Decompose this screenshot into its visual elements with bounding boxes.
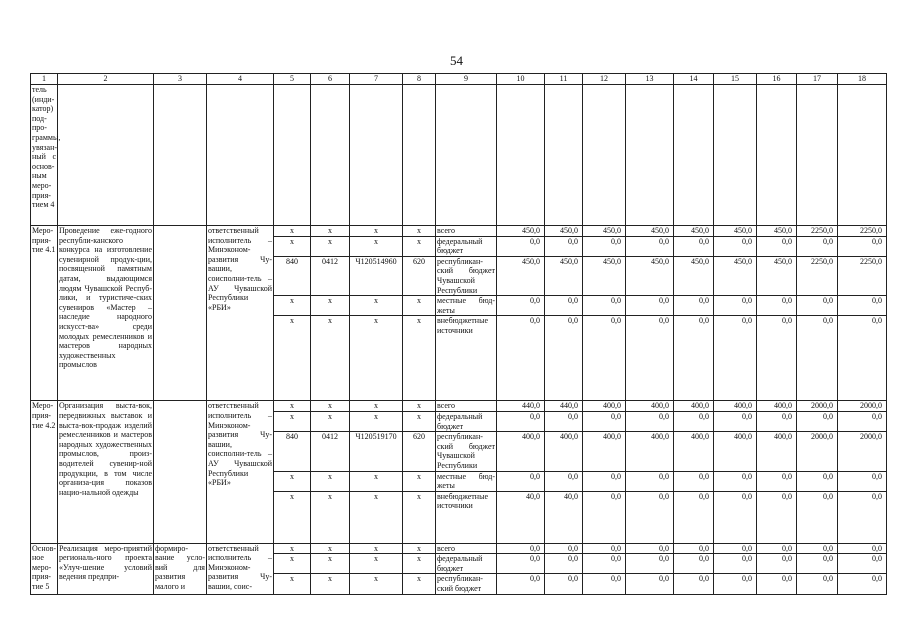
budget-code-cell: 620 <box>403 256 436 295</box>
amount-cell: 0,0 <box>674 491 714 543</box>
budget-code-cell: 0412 <box>311 256 350 295</box>
amount-cell: 0,0 <box>757 316 797 401</box>
amount-cell: 2000,0 <box>797 432 838 471</box>
header-cell: 9 <box>436 74 497 85</box>
budget-code-cell: x <box>311 491 350 543</box>
amount-cell: 0,0 <box>545 554 583 574</box>
amount-cell: 400,0 <box>583 401 626 412</box>
executor-cell: ответственный исполнитель – Минэконом-развития Чу-вашии, соис- <box>207 543 274 594</box>
budget-code-cell: Ч120514960 <box>350 256 403 295</box>
amount-cell: 450,0 <box>674 226 714 237</box>
amount-cell: 40,0 <box>497 491 545 543</box>
table-body <box>31 74 887 595</box>
goal-cell <box>154 226 207 401</box>
amount-cell: 0,0 <box>497 543 545 554</box>
budget-code-cell: x <box>350 491 403 543</box>
amount-cell: 0,0 <box>626 471 674 491</box>
budget-code-cell: x <box>403 554 436 574</box>
amount-cell: 0,0 <box>626 316 674 401</box>
amount-cell: 0,0 <box>714 411 757 431</box>
amount-cell: 2000,0 <box>838 432 887 471</box>
amount-cell: 400,0 <box>757 432 797 471</box>
budget-code-cell: x <box>350 574 403 594</box>
budget-code-cell: x <box>350 226 403 237</box>
amount-cell: 2250,0 <box>838 256 887 295</box>
amount-cell: 2250,0 <box>838 226 887 237</box>
amount-cell: 0,0 <box>674 296 714 316</box>
event-description-cell: Проведение еже-годного республи-канского конкурса на изготовление сувенирной продук-ции, посвященной памятным датам, выдающимся людям Чувашской Респуб-лики, и туристиче-ских сувениров «Мастер – наследие народного искусст-ва» среди молодых ремесленников и мастеров народных художественных промыслов <box>58 226 154 401</box>
table-row <box>31 401 887 412</box>
budget-code-cell: x <box>350 471 403 491</box>
budget-code-cell: x <box>403 296 436 316</box>
budget-code-cell: x <box>350 554 403 574</box>
budget-code-cell: x <box>274 236 311 256</box>
table-row <box>31 85 887 226</box>
amount-cell: 0,0 <box>545 411 583 431</box>
amount-cell: 450,0 <box>757 256 797 295</box>
amount-cell: 0,0 <box>497 411 545 431</box>
budget-code-cell: x <box>403 316 436 401</box>
amount-cell: 0,0 <box>714 471 757 491</box>
event-label-cell: Меро-прия-тие 4.2 <box>31 401 58 543</box>
budget-code-cell: x <box>311 411 350 431</box>
amount-cell: 0,0 <box>626 236 674 256</box>
budget-code-cell: x <box>350 401 403 412</box>
amount-cell: 0,0 <box>545 471 583 491</box>
funding-source-cell: всего <box>436 543 497 554</box>
amount-cell: 0,0 <box>838 554 887 574</box>
goal-cell: формиро-вание усло-вий для развития малого и <box>154 543 207 594</box>
event-label-cell: Меро-прия-тие 4.1 <box>31 226 58 401</box>
budget-code-cell: x <box>311 554 350 574</box>
header-cell: 13 <box>626 74 674 85</box>
amount-cell: 400,0 <box>626 401 674 412</box>
page-number: 54 <box>450 53 463 68</box>
budget-code-cell: Ч120519170 <box>350 432 403 471</box>
amount-cell: 400,0 <box>714 401 757 412</box>
amount-cell: 0,0 <box>757 491 797 543</box>
amount-cell: 400,0 <box>626 432 674 471</box>
funding-source-cell: федеральный бюджет <box>436 554 497 574</box>
amount-cell: 0,0 <box>797 236 838 256</box>
amount-cell: 0,0 <box>838 471 887 491</box>
budget-code-cell: x <box>403 471 436 491</box>
amount-cell: 0,0 <box>797 296 838 316</box>
amount-cell: 0,0 <box>545 316 583 401</box>
amount-cell: 0,0 <box>757 574 797 594</box>
budget-code-cell: x <box>311 296 350 316</box>
budget-code-cell: x <box>311 471 350 491</box>
amount-cell: 0,0 <box>838 491 887 543</box>
budget-code-cell: x <box>350 296 403 316</box>
amount-cell: 0,0 <box>714 554 757 574</box>
amount-cell: 450,0 <box>674 256 714 295</box>
budget-code-cell: x <box>403 236 436 256</box>
event-description-cell: Организация выста-вок, передвижных выставок и выста-вок-продаж изделий ремесленников и мастеров народных художественных промыслов, произ-водителей сувенир-ной продукции, в том числе организа-ция показов нацио-нальной одежды <box>58 401 154 543</box>
indicator-cell: тель (инди-катор) под-про-граммы, увязан-ный с основ-ным меро-прия-тием 4 <box>31 85 58 226</box>
header-cell: 11 <box>545 74 583 85</box>
amount-cell: 400,0 <box>583 432 626 471</box>
amount-cell: 440,0 <box>497 401 545 412</box>
event-label-cell: Основ-ное меро-прия-тие 5 <box>31 543 58 594</box>
amount-cell: 2250,0 <box>797 256 838 295</box>
amount-cell: 0,0 <box>497 296 545 316</box>
header-cell: 12 <box>583 74 626 85</box>
amount-cell: 0,0 <box>674 543 714 554</box>
amount-cell: 400,0 <box>757 401 797 412</box>
budget-code-cell: x <box>274 226 311 237</box>
amount-cell: 0,0 <box>583 574 626 594</box>
budget-code-cell: x <box>311 574 350 594</box>
budget-code-cell: x <box>274 411 311 431</box>
budget-code-cell: x <box>274 296 311 316</box>
amount-cell: 0,0 <box>626 411 674 431</box>
amount-cell: 0,0 <box>674 316 714 401</box>
amount-cell: 0,0 <box>838 236 887 256</box>
amount-cell: 0,0 <box>838 316 887 401</box>
header-cell: 6 <box>311 74 350 85</box>
amount-cell: 0,0 <box>757 236 797 256</box>
amount-cell: 0,0 <box>626 296 674 316</box>
amount-cell: 400,0 <box>497 432 545 471</box>
amount-cell: 0,0 <box>545 296 583 316</box>
header-cell: 7 <box>350 74 403 85</box>
budget-code-cell: x <box>311 543 350 554</box>
funding-source-cell: всего <box>436 401 497 412</box>
header-cell: 8 <box>403 74 436 85</box>
amount-cell: 0,0 <box>757 471 797 491</box>
header-cell: 4 <box>207 74 274 85</box>
budget-code-cell: 0412 <box>311 432 350 471</box>
amount-cell: 40,0 <box>545 491 583 543</box>
funding-source-cell: федеральный бюджет <box>436 236 497 256</box>
budget-code-cell: x <box>403 401 436 412</box>
budget-code-cell: x <box>403 543 436 554</box>
executor-cell: ответственный исполнитель – Минэконом-развития Чу-вашии, соисполни-тель – АУ Чувашской Республики «РБИ» <box>207 401 274 543</box>
table-row <box>31 226 887 237</box>
budget-code-cell: x <box>274 554 311 574</box>
funding-source-cell: федеральный бюджет <box>436 411 497 431</box>
funding-source-cell: местные бюд-жеты <box>437 296 495 315</box>
budget-code-cell: x <box>274 574 311 594</box>
amount-cell: 0,0 <box>626 574 674 594</box>
budget-code-cell: x <box>403 574 436 594</box>
amount-cell: 0,0 <box>497 574 545 594</box>
funding-source-cell: республикан-ский бюджет Чувашской Республики <box>437 256 495 295</box>
program-table <box>30 73 887 595</box>
budget-code-cell: x <box>403 226 436 237</box>
header-cell: 17 <box>797 74 838 85</box>
budget-code-cell: x <box>311 236 350 256</box>
amount-cell: 0,0 <box>714 316 757 401</box>
amount-cell: 0,0 <box>545 574 583 594</box>
amount-cell: 0,0 <box>497 471 545 491</box>
amount-cell: 2000,0 <box>797 401 838 412</box>
amount-cell: 0,0 <box>797 471 838 491</box>
amount-cell: 0,0 <box>714 236 757 256</box>
amount-cell: 0,0 <box>583 554 626 574</box>
budget-code-cell: x <box>274 401 311 412</box>
amount-cell: 0,0 <box>583 411 626 431</box>
amount-cell: 450,0 <box>626 256 674 295</box>
budget-code-cell: x <box>311 401 350 412</box>
funding-source-cell: республикан-ский бюджет Чувашской Республики <box>437 432 495 470</box>
amount-cell: 0,0 <box>497 316 545 401</box>
amount-cell: 0,0 <box>757 411 797 431</box>
amount-cell: 0,0 <box>757 296 797 316</box>
amount-cell: 0,0 <box>674 554 714 574</box>
amount-cell: 0,0 <box>797 574 838 594</box>
header-cell: 2 <box>58 74 154 85</box>
amount-cell: 0,0 <box>838 296 887 316</box>
budget-code-cell: x <box>274 471 311 491</box>
amount-cell: 0,0 <box>583 471 626 491</box>
funding-source-cell: республикан-ский бюджет <box>436 574 497 594</box>
budget-code-cell: x <box>350 543 403 554</box>
amount-cell: 0,0 <box>626 554 674 574</box>
amount-cell: 0,0 <box>714 491 757 543</box>
header-cell: 18 <box>838 74 887 85</box>
amount-cell: 0,0 <box>583 316 626 401</box>
amount-cell: 0,0 <box>545 236 583 256</box>
amount-cell: 0,0 <box>714 543 757 554</box>
amount-cell: 0,0 <box>797 491 838 543</box>
amount-cell: 0,0 <box>838 574 887 594</box>
amount-cell: 450,0 <box>583 226 626 237</box>
header-cell: 5 <box>274 74 311 85</box>
amount-cell: 450,0 <box>497 226 545 237</box>
amount-cell: 450,0 <box>757 226 797 237</box>
budget-code-cell: x <box>274 316 311 401</box>
header-cell: 15 <box>714 74 757 85</box>
budget-code-cell: x <box>311 226 350 237</box>
amount-cell: 0,0 <box>757 554 797 574</box>
header-cell: 3 <box>154 74 207 85</box>
budget-code-cell: x <box>350 411 403 431</box>
budget-code-cell: 620 <box>403 432 436 471</box>
funding-source-cell: всего <box>436 226 497 237</box>
amount-cell: 400,0 <box>714 432 757 471</box>
amount-cell: 0,0 <box>797 543 838 554</box>
budget-code-cell: x <box>350 236 403 256</box>
budget-code-cell: x <box>311 316 350 401</box>
amount-cell: 0,0 <box>674 236 714 256</box>
amount-cell: 0,0 <box>674 471 714 491</box>
header-cell: 16 <box>757 74 797 85</box>
amount-cell: 0,0 <box>714 574 757 594</box>
executor-cell: ответственный исполнитель – Минэконом-развития Чу-вашии, соисполни-тель – АУ Чувашской Республики «РБИ» <box>207 226 274 401</box>
header-row <box>31 74 887 85</box>
amount-cell: 0,0 <box>714 296 757 316</box>
funding-source-cell: внебюджетные источники <box>436 491 497 543</box>
amount-cell: 0,0 <box>797 411 838 431</box>
amount-cell: 450,0 <box>626 226 674 237</box>
amount-cell: 0,0 <box>674 411 714 431</box>
amount-cell: 400,0 <box>674 432 714 471</box>
budget-code-cell: x <box>403 411 436 431</box>
event-description-cell: Реализация меро-приятий региональ-ного проекта «Улуч-шение условий ведения предпри- <box>58 543 154 594</box>
amount-cell: 440,0 <box>545 401 583 412</box>
header-cell: 1 <box>31 74 58 85</box>
amount-cell: 450,0 <box>545 256 583 295</box>
amount-cell: 0,0 <box>497 236 545 256</box>
header-cell: 14 <box>674 74 714 85</box>
amount-cell: 0,0 <box>497 554 545 574</box>
amount-cell: 450,0 <box>497 256 545 295</box>
amount-cell: 0,0 <box>583 296 626 316</box>
amount-cell: 0,0 <box>583 491 626 543</box>
budget-code-cell: x <box>274 491 311 543</box>
amount-cell: 0,0 <box>626 491 674 543</box>
amount-cell: 0,0 <box>545 543 583 554</box>
amount-cell: 0,0 <box>674 574 714 594</box>
amount-cell: 450,0 <box>583 256 626 295</box>
amount-cell: 450,0 <box>545 226 583 237</box>
amount-cell: 0,0 <box>838 543 887 554</box>
amount-cell: 0,0 <box>583 236 626 256</box>
amount-cell: 0,0 <box>797 316 838 401</box>
funding-source-cell: внебюджетные источники <box>436 316 497 401</box>
amount-cell: 400,0 <box>674 401 714 412</box>
budget-code-cell: x <box>350 316 403 401</box>
amount-cell: 0,0 <box>583 543 626 554</box>
budget-code-cell: 840 <box>274 256 311 295</box>
amount-cell: 2250,0 <box>797 226 838 237</box>
header-cell: 10 <box>497 74 545 85</box>
amount-cell: 0,0 <box>838 411 887 431</box>
amount-cell: 450,0 <box>714 256 757 295</box>
budget-code-cell: 840 <box>274 432 311 471</box>
funding-source-cell: местные бюд-жеты <box>437 471 495 491</box>
budget-code-cell: x <box>274 543 311 554</box>
amount-cell: 0,0 <box>626 543 674 554</box>
amount-cell: 400,0 <box>545 432 583 471</box>
goal-cell <box>154 401 207 543</box>
amount-cell: 2000,0 <box>838 401 887 412</box>
amount-cell: 450,0 <box>714 226 757 237</box>
budget-code-cell: x <box>403 491 436 543</box>
table-row <box>31 543 887 554</box>
amount-cell: 0,0 <box>797 554 838 574</box>
amount-cell: 0,0 <box>757 543 797 554</box>
